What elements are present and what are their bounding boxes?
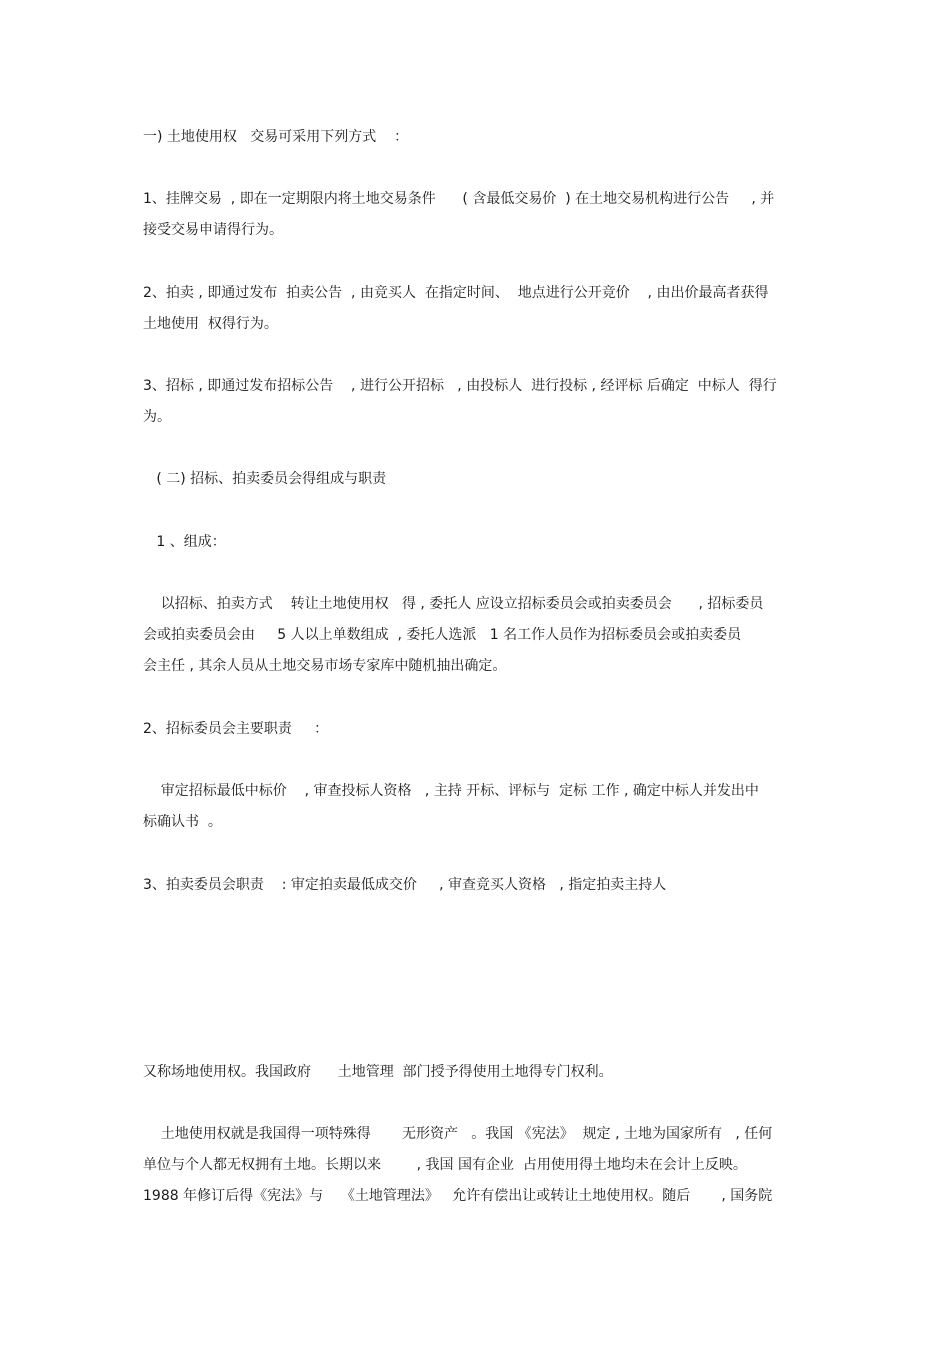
heading-composition: 1 、组成： <box>143 534 226 550</box>
paragraph-auction-duties: 3、拍卖委员会职责 : 审定拍卖最低成交价 , 审查竞买人资格 , 指定拍卖主持人 <box>143 877 667 893</box>
paragraph-composition-line-2: 会或拍卖委员会由 5 人以上单数组成 , 委托人选派 1 名工作人员作为招标委员会或拍卖委员 <box>143 627 742 643</box>
paragraph-composition-line-3: 会主任 , 其余人员从土地交易市场专家库中随机抽出确定。 <box>143 658 507 674</box>
heading-transaction-methods: 一) 土地使用权 交易可采用下列方式 ： <box>143 129 409 145</box>
paragraph-tender-duties-line-2: 标确认书 。 <box>143 814 222 830</box>
paragraph-composition-line-1: 以招标、拍卖方式 转让土地使用权 得 , 委托人 应设立招标委员会或拍卖委员会 , 招标委员 <box>143 596 764 612</box>
paragraph-intangible-asset-line-3: 1988 年修订后得《宪法》与 《土地管理法》 允许有偿出让或转让土地使用权。随后 , 国务院 <box>143 1188 773 1204</box>
paragraph-tender-line-2: 为。 <box>143 409 171 425</box>
paragraph-listing-line-1: 1、挂牌交易 , 即在一定期限内将土地交易条件 ( 含最低交易价 ) 在土地交易机构进行公告 , 并 <box>143 191 775 207</box>
paragraph-site-use-right: 又称场地使用权。我国政府 土地管理 部门授予得使用土地得专门权利。 <box>143 1064 613 1080</box>
paragraph-listing-line-2: 接受交易申请得行为。 <box>143 222 283 238</box>
paragraph-intangible-asset-line-2: 单位与个人都无权拥有土地。长期以来 , 我国 国有企业 占用使用得土地均未在会计上反映。 <box>143 1157 747 1173</box>
paragraph-tender-line-1: 3、招标 , 即通过发布招标公告 , 进行公开招标 , 由投标人 进行投标 , 经评标 后确定 中标人 得行 <box>143 378 777 394</box>
paragraph-auction-line-2: 土地使用 权得行为。 <box>143 316 278 332</box>
paragraph-tender-duties-line-1: 审定招标最低中标价 , 审查投标人资格 , 主持 开标、评标与 定标 工作 , 确定中标人并发出中 <box>143 783 759 799</box>
heading-tender-duties: 2、招标委员会主要职责 ： <box>143 721 329 737</box>
paragraph-auction-line-1: 2、拍卖 , 即通过发布 拍卖公告 , 由竞买人 在指定时间、 地点进行公开竞价 , 由出价最高者获得 <box>143 285 769 301</box>
paragraph-intangible-asset-line-1: 土地使用权就是我国得一项特殊得 无形资产 。我国 《宪法》 规定 , 土地为国家所有 , 任何 <box>143 1126 773 1142</box>
heading-committee: ( 二) 招标、拍卖委员会得组成与职责 <box>143 471 387 487</box>
